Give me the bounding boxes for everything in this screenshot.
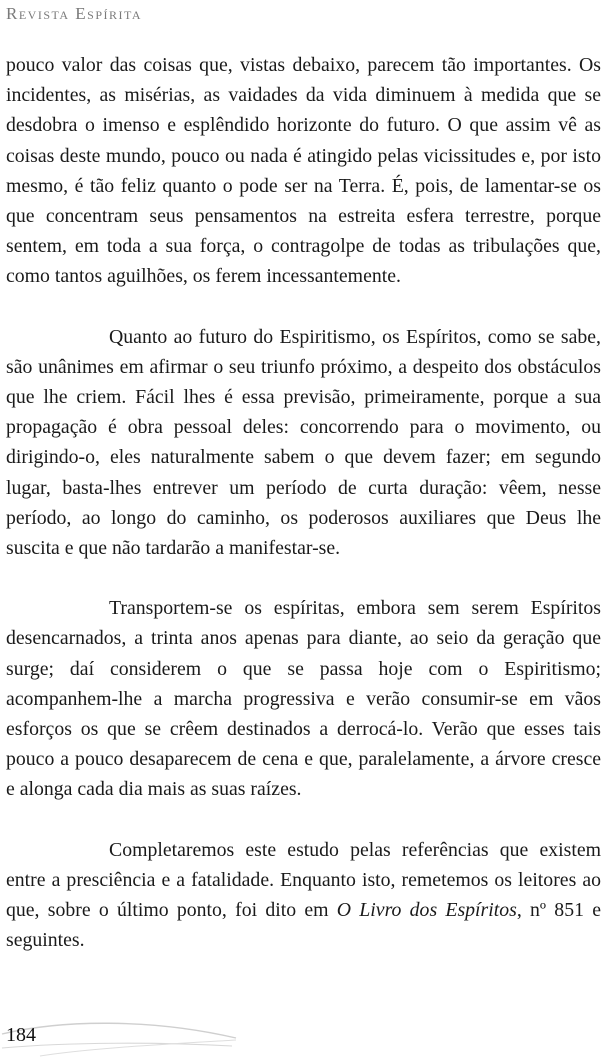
page-number: 184 — [6, 1024, 36, 1046]
running-head-title: Revista Espírita — [6, 4, 143, 23]
paragraph-continued: pouco valor das coisas que, vistas debaixo, parecem tão importantes. Os incidentes, as misérias, as vaidades da vida diminuem à medida que se desdobra o imenso e esplêndido horizonte do futuro. O que assim vê as coisas deste mundo, pouco ou nada é atingido pelas vicissitudes e, por isto mesmo, é tão feliz quanto o pode ser na Terra. É, pois, de lamentar-se os que concentram seus pensamentos na estreita esfera terrestre, porque sentem, em toda a sua força, o contragolpe de todas as tribulações que, como tantos aguilhões, os ferem incessantemente. — [6, 54, 601, 288]
book-title: O Livro dos Espíritos — [336, 899, 517, 922]
paragraph-conclusion-text: Completaremos este estudo pelas referências que existem entre a presciência e a fatalidade. Enquanto isto, remetemos os leitores ao que, sobre o último ponto, foi dito em — [6, 838, 601, 922]
paragraph-conclusion — [6, 835, 601, 956]
page-corner-ornament — [0, 1012, 240, 1057]
paragraph-conclusion-tail: , nº 851 e seguintes. — [6, 899, 601, 952]
paragraph-future-of-spiritism: Quanto ao futuro do Espiritismo, os Espíritos, como se sabe, são unânimes em afirmar o seu triunfo próximo, a despeito dos obstáculos que lhe criem. Fácil lhes é essa previsão, primeiramente, porque a sua propagação é obra pessoal deles: concorrendo para o movimento, ou dirigindo-o, eles naturalmente sabem o que devem fazer; em segundo lugar, basta-lhes entrever um período de curta duração: vêem, nesse período, ao longo do caminho, os poderosos auxiliares que Deus lhe suscita e que não tardarão a manifestar-se. — [6, 325, 601, 560]
paragraph-thirty-years: Transportem-se os espíritas, embora sem serem Espíritos desencarnados, a trinta anos apenas para diante, ao seio da geração que surge; daí considerem o que se passa hoje com o Espiritismo; acompanhem-lhe a marcha progressiva e verão consumir-se em vãos esforços os que se crêem destinados a derrocá-lo. Verão que esses tais pouco a pouco desaparecem de cena e que, paralelamente, a árvore cresce e alonga cada dia mais as suas raízes. — [6, 597, 601, 801]
page-body — [6, 50, 601, 955]
